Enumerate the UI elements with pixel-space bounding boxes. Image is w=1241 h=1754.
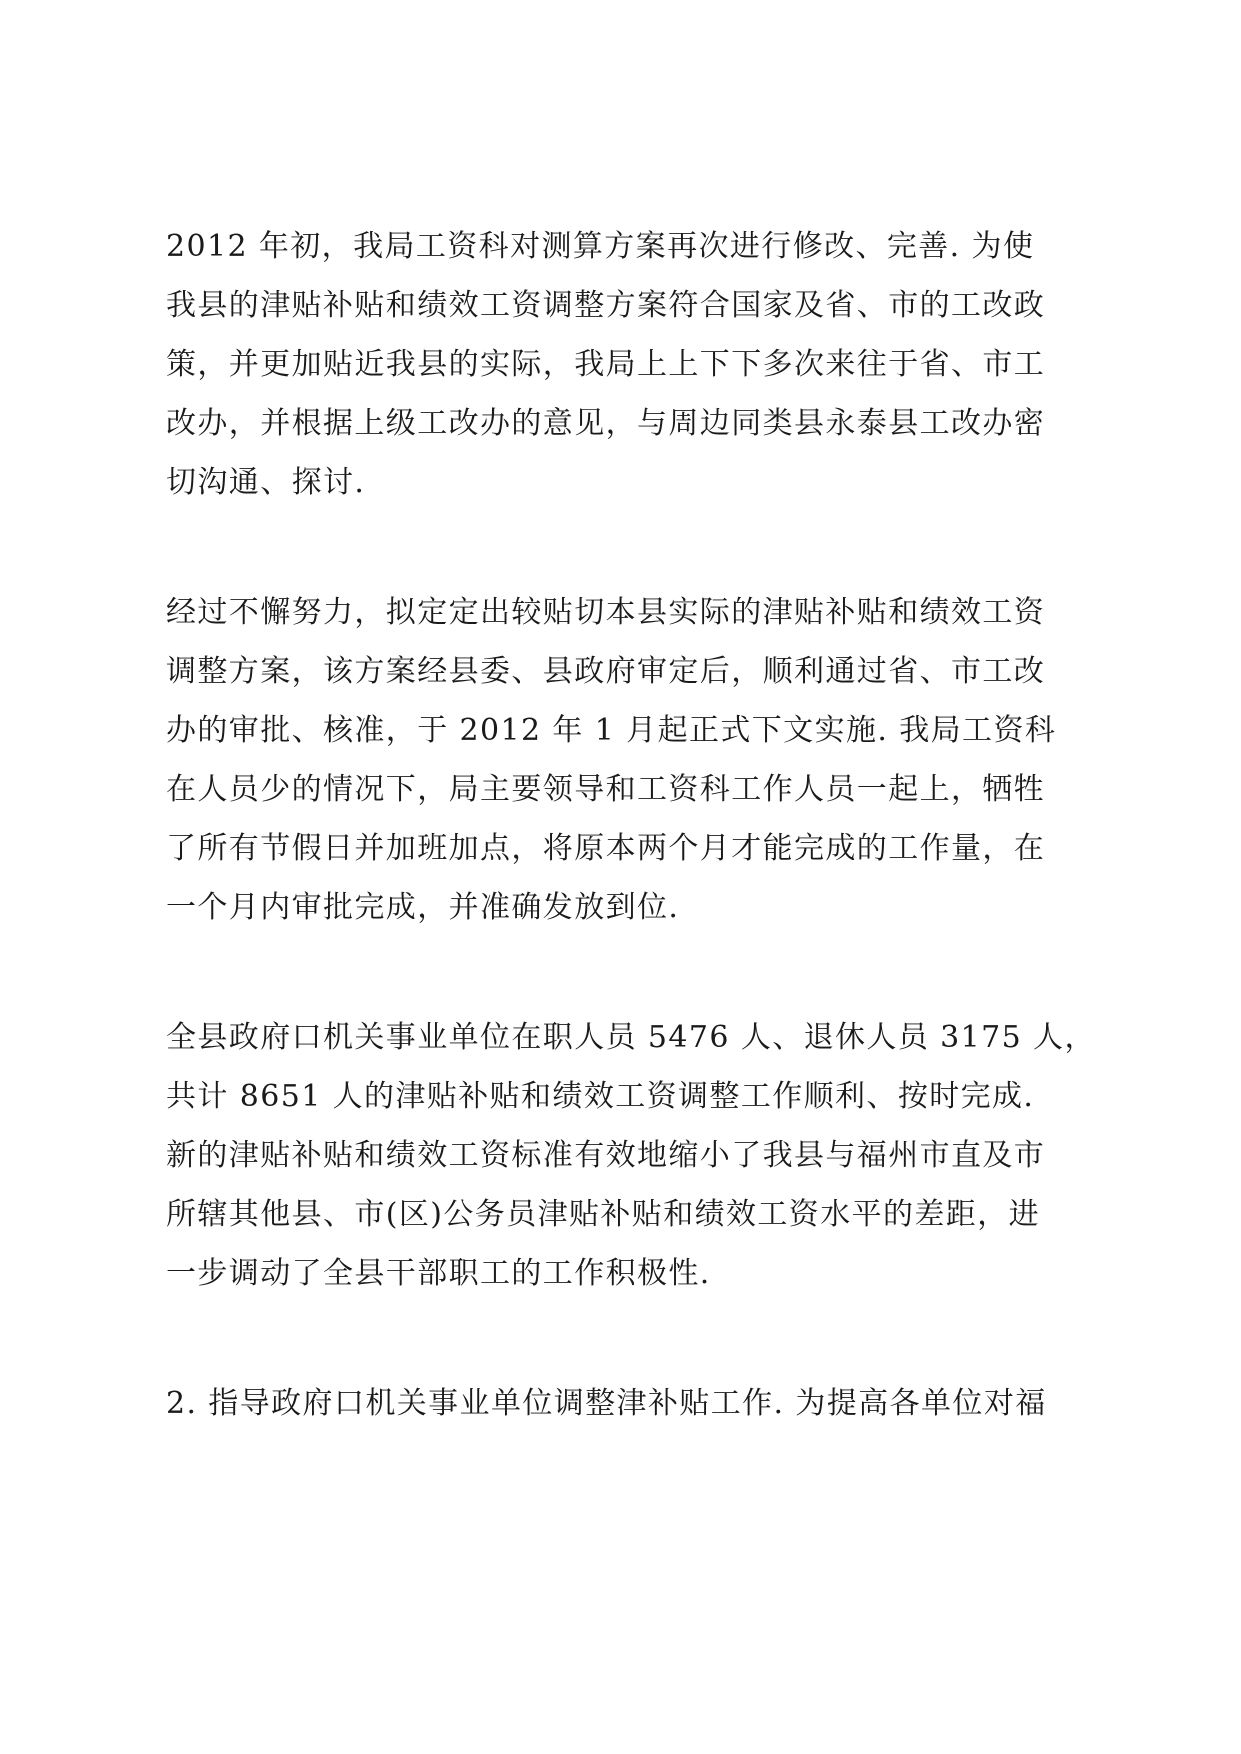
text-line: 全县政府口机关事业单位在职人员 5476 人、退休人员 3175 人， [166,1020,1096,1055]
paragraph-2 [166,591,1086,945]
text-line: 经过不懈努力，拟定定出较贴切本县实际的津贴补贴和绩效工资 [166,595,1046,630]
text-line: 了所有节假日并加班加点，将原本两个月才能完成的工作量，在 [166,831,1046,866]
text-line: 我县的津贴补贴和绩效工资调整方案符合国家及省、市的工改政 [166,288,1046,323]
paragraph-4 [166,1382,1086,1441]
text-line: 改办，并根据上级工改办的意见，与周边同类县永泰县工改办密 [166,406,1046,441]
text-line: 切沟通、探讨. [166,465,366,500]
text-line: 2. 指导政府口机关事业单位调整津补贴工作. 为提高各单位对福 [166,1386,1047,1421]
text-line: 策，并更加贴近我县的实际，我局上上下下多次来往于省、市工 [166,347,1046,382]
paragraph-1 [166,225,1086,520]
text-line: 2012 年初，我局工资科对测算方案再次进行修改、完善. 为使 [166,229,1035,264]
text-line: 所辖其他县、市(区)公务员津贴补贴和绩效工资水平的差距，进 [166,1197,1041,1232]
text-line: 在人员少的情况下，局主要领导和工资科工作人员一起上，牺牲 [166,772,1046,807]
text-line: 调整方案，该方案经县委、县政府审定后，顺利通过省、市工改 [166,654,1046,689]
text-line: 一步调动了全县干部职工的工作积极性. [166,1256,711,1291]
paragraph-3 [166,1016,1096,1311]
text-line: 新的津贴补贴和绩效工资标准有效地缩小了我县与福州市直及市 [166,1138,1046,1173]
text-line: 办的审批、核准，于 2012 年 1 月起正式下文实施. 我局工资科 [166,713,1057,748]
text-line: 一个月内审批完成，并准确发放到位. [166,890,680,925]
text-line: 共计 8651 人的津贴补贴和绩效工资调整工作顺利、按时完成. [166,1079,1035,1114]
document-page [166,225,1096,1512]
